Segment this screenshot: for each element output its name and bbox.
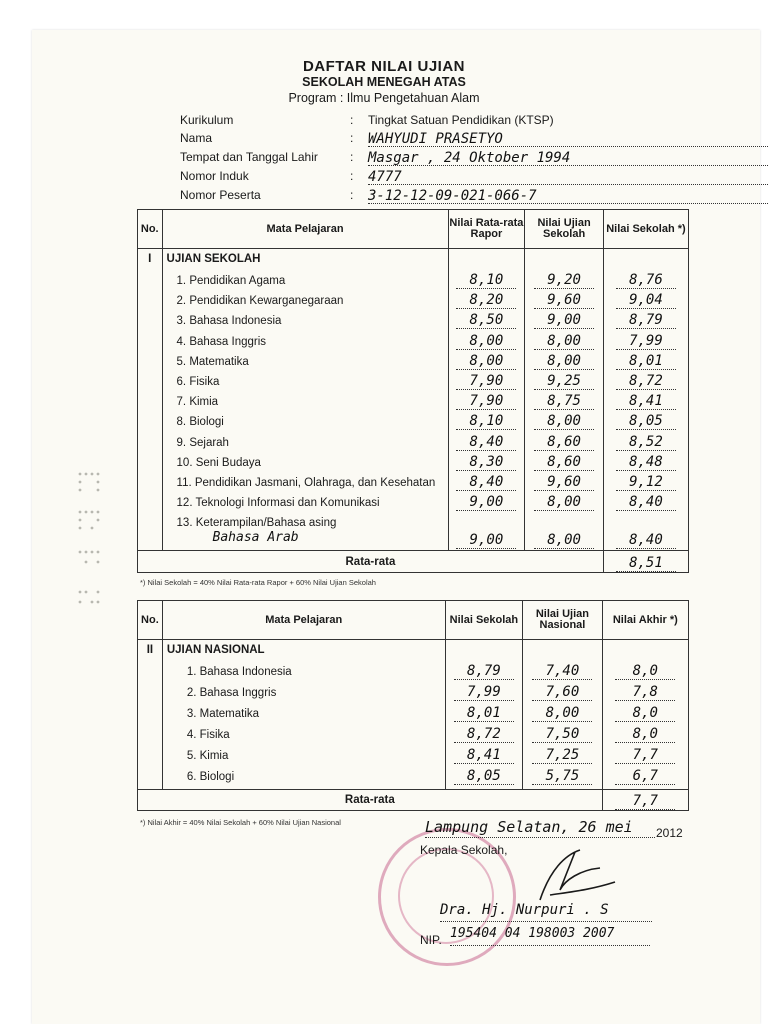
header-nilai-sekolah: Nilai Sekolah [445, 601, 523, 640]
grade-value: 7,25 [532, 744, 592, 764]
grade-row [449, 511, 525, 549]
grade-row [525, 269, 603, 289]
grade-value: 8,0 [615, 660, 675, 680]
grade-row [525, 431, 603, 451]
grade-value: 8,0 [615, 723, 675, 743]
grade-value: 8,05 [616, 410, 676, 430]
grade-row [449, 431, 525, 451]
grade-row [603, 681, 688, 702]
section-number: I [138, 249, 163, 551]
grade-value: 8,30 [456, 451, 516, 471]
average-value-cell [603, 551, 688, 573]
identity-value: 3-12-12-09-021-066-7 [368, 188, 768, 204]
grade-value: 5,75 [532, 765, 592, 785]
grade-row [604, 471, 688, 491]
identity-colon: : [350, 113, 354, 127]
grade-row [446, 702, 523, 723]
grade-value: 8,00 [456, 350, 516, 370]
identity-colon: : [350, 131, 354, 145]
grade-row [525, 491, 603, 511]
signature-scribble [520, 840, 620, 910]
grade-value: 7,90 [456, 390, 516, 410]
nasional-column [523, 640, 602, 790]
grade-row [449, 289, 525, 309]
sekolah-column [603, 249, 688, 551]
grade-row [603, 744, 688, 765]
grade-value: 9,00 [456, 491, 516, 511]
grade-row [525, 350, 603, 370]
identity-colon: : [350, 150, 354, 164]
header-mata-pelajaran: Mata Pelajaran [162, 601, 445, 640]
grade-value: 8,79 [454, 660, 514, 680]
identity-value: 4777 [368, 169, 768, 185]
subject-list [162, 249, 448, 551]
grade-value: 7,40 [532, 660, 592, 680]
grade-value: 8,00 [456, 330, 516, 350]
header-nilai-sekolah: Nilai Sekolah *) [603, 210, 688, 249]
header-nilai-akhir: Nilai Akhir *) [602, 601, 688, 640]
grade-value: 8,0 [615, 702, 675, 722]
grade-row [604, 451, 688, 471]
grade-value: 8,75 [534, 390, 594, 410]
perforation-mark [74, 470, 112, 620]
grade-value: 8,10 [456, 269, 516, 289]
signature-name: Dra. Hj. Nurpuri . S [440, 902, 652, 922]
grade-value: 9,20 [534, 269, 594, 289]
grade-value: 8,40 [616, 491, 676, 511]
footnote-nilai-sekolah: *) Nilai Sekolah = 40% Nilai Rata-rata Rapor + 60% Nilai Ujian Sekolah [140, 578, 376, 587]
grade-value: 8,50 [456, 309, 516, 329]
grade-row [604, 410, 688, 430]
identity-value: Tingkat Satuan Pendidikan (KTSP) [368, 113, 554, 127]
section-title: UJIAN SEKOLAH [166, 253, 261, 265]
grade-row [446, 765, 523, 786]
grade-row [523, 660, 601, 681]
grade-row [446, 723, 523, 744]
grade-row [523, 723, 601, 744]
rapor-column [448, 249, 525, 551]
grade-value: 8,00 [534, 491, 594, 511]
document-subtitle: SEKOLAH MENEGAH ATAS [302, 75, 466, 89]
subject-name: 5. Matematika [176, 355, 249, 368]
grade-row [449, 269, 525, 289]
grade-value: 7,50 [532, 723, 592, 743]
average-value: 7,7 [615, 790, 675, 810]
average-label: Rata-rata [138, 551, 604, 573]
header-nilai-rapor: Nilai Rata-rata Rapor [448, 210, 525, 249]
subject-name: 3. Matematika [186, 708, 260, 720]
grade-row [604, 511, 688, 549]
section-title: UJIAN NASIONAL [166, 644, 265, 656]
grade-row [449, 410, 525, 430]
grade-value: 8,60 [534, 431, 594, 451]
signature-place-date: Lampung Selatan, 26 mei [425, 818, 655, 838]
grade-row [523, 744, 601, 765]
grade-value: 8,41 [616, 390, 676, 410]
grade-value: 8,01 [616, 350, 676, 370]
grade-value: 8,52 [616, 431, 676, 451]
grade-row [449, 390, 525, 410]
identity-value: WAHYUDI PRASETYO [368, 131, 768, 147]
grade-value: 8,48 [616, 451, 676, 471]
grade-row [446, 744, 523, 765]
average-label: Rata-rata [138, 790, 603, 811]
grade-value: 8,40 [456, 431, 516, 451]
grade-value: 8,40 [616, 529, 676, 549]
grade-row [525, 511, 603, 549]
subject-name: 7. Kimia [176, 396, 219, 409]
section-number: II [138, 640, 163, 790]
grade-value: 7,99 [616, 330, 676, 350]
grade-row [603, 765, 688, 786]
grade-value: 7,99 [454, 681, 514, 701]
grade-value: 6,7 [615, 765, 675, 785]
identity-value: Masgar , 24 Oktober 1994 [368, 150, 768, 166]
signature-year: 2012 [656, 826, 683, 840]
grade-value: 8,40 [456, 471, 516, 491]
subject-name: 3. Bahasa Indonesia [176, 315, 282, 328]
grade-value: 9,04 [616, 289, 676, 309]
grade-row [604, 330, 688, 350]
ujian-column [525, 249, 604, 551]
grade-value: 8,00 [534, 330, 594, 350]
subject-name: 2. Bahasa Inggris [186, 687, 277, 699]
grade-row [525, 471, 603, 491]
subject-name: 12. Teknologi Informasi dan Komunikasi [176, 497, 380, 510]
grade-value: 7,60 [532, 681, 592, 701]
identity-colon: : [350, 169, 354, 183]
grade-row [449, 471, 525, 491]
grade-value: 7,90 [456, 370, 516, 390]
subject-name: 6. Fisika [176, 375, 220, 388]
subject-name: 13. Keterampilan/Bahasa asing [176, 517, 337, 530]
nip-label: NIP. [420, 933, 442, 947]
grade-row [449, 350, 525, 370]
grade-row [604, 390, 688, 410]
subject-name: 6. Biologi [186, 771, 235, 783]
grade-row [604, 370, 688, 390]
grade-row [449, 330, 525, 350]
grade-row [449, 491, 525, 511]
grade-row [449, 309, 525, 329]
grade-row [523, 765, 601, 786]
identity-label: Nomor Peserta [180, 188, 261, 202]
subject-name: 8. Biologi [176, 416, 224, 429]
grade-value: 9,00 [456, 529, 516, 549]
identity-label: Kurikulum [180, 113, 234, 127]
grade-row [446, 681, 523, 702]
subject-rows [163, 660, 445, 786]
grade-row [603, 723, 688, 744]
subject-name: 2. Pendidikan Kewarganegaraan [176, 295, 344, 308]
grade-value: 9,25 [534, 370, 594, 390]
grade-value: 8,72 [616, 370, 676, 390]
program-line: Program : Ilmu Pengetahuan Alam [288, 91, 480, 105]
footnote-nilai-akhir: *) Nilai Akhir = 40% Nilai Sekolah + 60% Nilai Ujian Nasional [140, 818, 341, 827]
identity-colon: : [350, 188, 354, 202]
signature-role: Kepala Sekolah, [420, 843, 508, 857]
header-nilai-ujian-nasional: Nilai Ujian Nasional [523, 601, 602, 640]
grade-row [449, 370, 525, 390]
sekolah-column [445, 640, 523, 790]
grade-row [523, 681, 601, 702]
grade-row [604, 269, 688, 289]
subject-name: 1. Pendidikan Agama [176, 275, 286, 287]
grade-value: 9,12 [616, 471, 676, 491]
subject-name: 9. Sejarah [176, 436, 229, 449]
grade-row [525, 451, 603, 471]
header-mata-pelajaran: Mata Pelajaran [162, 210, 448, 249]
grade-row [523, 702, 601, 723]
document-title: DAFTAR NILAI UJIAN [302, 58, 466, 75]
grade-row [446, 660, 523, 681]
grade-value: 9,60 [534, 289, 594, 309]
grade-row [525, 330, 603, 350]
grade-value: 8,01 [454, 702, 514, 722]
grade-row [525, 309, 603, 329]
grade-value: 8,05 [454, 765, 514, 785]
grade-value: 9,00 [534, 309, 594, 329]
header-no: No. [138, 210, 163, 249]
grade-value: 9,60 [534, 471, 594, 491]
header-nilai-ujian-sekolah: Nilai Ujian Sekolah [525, 210, 604, 249]
grade-value: 8,76 [616, 269, 676, 289]
grade-value: 8,10 [456, 410, 516, 430]
grade-row [525, 370, 603, 390]
grade-value: 8,00 [534, 529, 594, 549]
grade-value: 8,60 [534, 451, 594, 471]
grade-value: 8,79 [616, 309, 676, 329]
grade-row [604, 289, 688, 309]
grade-value: 8,00 [534, 410, 594, 430]
table-ujian-sekolah [137, 209, 689, 573]
subject-name: 4. Bahasa Inggris [176, 335, 267, 348]
akhir-column [602, 640, 688, 790]
identity-label: Tempat dan Tanggal Lahir [180, 150, 318, 164]
subject-handwritten-note: Bahasa Arab [212, 530, 299, 546]
grade-row [525, 410, 603, 430]
header-no: No. [138, 601, 163, 640]
table-ujian-nasional [137, 600, 689, 811]
grade-row [449, 451, 525, 471]
subject-rows [163, 269, 448, 549]
grade-row [603, 660, 688, 681]
grade-row [525, 390, 603, 410]
identity-label: Nomor Induk [180, 169, 249, 183]
identity-label: Nama [180, 131, 213, 145]
grade-value: 8,20 [456, 289, 516, 309]
subject-name: 11. Pendidikan Jasmani, Olahraga, dan Kesehatan [176, 476, 436, 489]
grade-value: 8,72 [454, 723, 514, 743]
subject-name: 4. Fisika [186, 729, 230, 741]
grade-value: 7,7 [615, 744, 675, 764]
grade-row [604, 431, 688, 451]
grade-row [604, 309, 688, 329]
grade-value: 8,41 [454, 744, 514, 764]
grade-row [604, 491, 688, 511]
grade-row [525, 289, 603, 309]
subject-name: 10. Seni Budaya [176, 456, 261, 469]
nip-value: 195404 04 198003 2007 [450, 926, 650, 946]
grade-row [604, 350, 688, 370]
subject-list [162, 640, 445, 790]
average-value: 8,51 [616, 552, 676, 572]
grade-value: 7,8 [615, 681, 675, 701]
grade-row [603, 702, 688, 723]
subject-name: 5. Kimia [186, 750, 229, 762]
subject-name: 1. Bahasa Indonesia [186, 666, 292, 678]
grade-value: 8,00 [534, 350, 594, 370]
average-value-cell [602, 790, 688, 811]
grade-value: 8,00 [532, 702, 592, 722]
